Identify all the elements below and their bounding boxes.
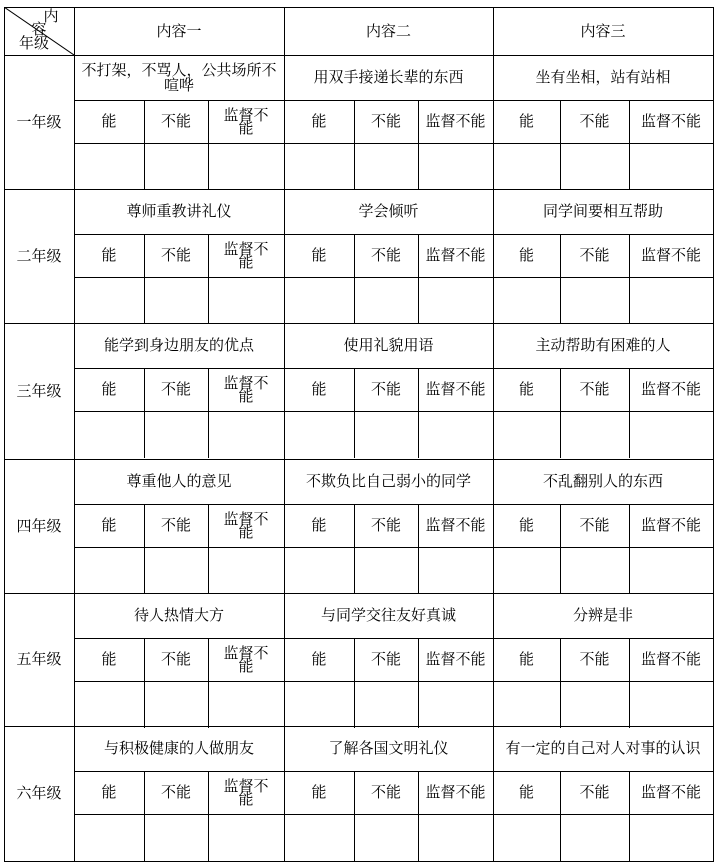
behavior-item: 有一定的自己对人对事的认识 bbox=[505, 739, 701, 757]
behavior-item: 同学间要相互帮助 bbox=[542, 202, 663, 220]
option-supervise: 监督不能 bbox=[223, 105, 269, 137]
option-can: 能 bbox=[101, 246, 117, 264]
behavior-item: 坐有坐相，站有站相 bbox=[535, 68, 671, 86]
grid-line bbox=[4, 861, 714, 862]
option-supervise: 监督不能 bbox=[640, 516, 701, 534]
option-can: 能 bbox=[518, 112, 534, 130]
option-cannot: 不能 bbox=[160, 783, 191, 801]
grade-label: 二年级 bbox=[16, 246, 62, 265]
option-supervise: 监督不能 bbox=[425, 516, 486, 534]
grade-label: 三年级 bbox=[16, 381, 62, 400]
option-can: 能 bbox=[518, 246, 534, 264]
option-cannot: 不能 bbox=[579, 246, 610, 264]
behavior-item: 待人热情大方 bbox=[133, 606, 224, 624]
behavior-item: 尊师重教讲礼仪 bbox=[126, 202, 232, 220]
option-supervise: 监督不能 bbox=[425, 112, 486, 130]
option-cannot: 不能 bbox=[160, 112, 191, 130]
behavior-item: 与同学交往友好真诚 bbox=[320, 606, 456, 624]
option-can: 能 bbox=[101, 112, 117, 130]
option-cannot: 不能 bbox=[160, 650, 191, 668]
option-cannot: 不能 bbox=[160, 516, 191, 534]
option-cannot: 不能 bbox=[579, 516, 610, 534]
behavior-item: 能学到身边朋友的优点 bbox=[103, 336, 254, 354]
option-supervise: 监督不能 bbox=[640, 650, 701, 668]
option-cannot: 不能 bbox=[579, 783, 610, 801]
option-can: 能 bbox=[518, 650, 534, 668]
behavior-item: 主动帮助有困难的人 bbox=[535, 336, 671, 354]
behavior-item: 用双手接递长辈的东西 bbox=[313, 68, 464, 86]
option-cannot: 不能 bbox=[160, 380, 191, 398]
option-can: 能 bbox=[101, 516, 117, 534]
option-supervise: 监督不能 bbox=[223, 509, 269, 541]
option-can: 能 bbox=[101, 380, 117, 398]
grid-line bbox=[713, 7, 714, 862]
option-supervise: 监督不能 bbox=[425, 650, 486, 668]
option-cannot: 不能 bbox=[579, 380, 610, 398]
behavior-item: 与积极健康的人做朋友 bbox=[103, 739, 254, 757]
behavior-item: 不打架，不骂人，公共场所不喧哗 bbox=[81, 60, 277, 94]
grade-label: 四年级 bbox=[16, 516, 62, 535]
behavior-item: 不欺负比自己弱小的同学 bbox=[305, 472, 471, 490]
option-cannot: 不能 bbox=[370, 516, 401, 534]
option-can: 能 bbox=[311, 516, 327, 534]
grade-label: 五年级 bbox=[16, 650, 62, 668]
option-supervise: 监督不能 bbox=[223, 239, 269, 271]
header-content-2: 内容二 bbox=[365, 21, 411, 40]
option-supervise: 监督不能 bbox=[425, 246, 486, 264]
option-can: 能 bbox=[311, 246, 327, 264]
option-can: 能 bbox=[518, 783, 534, 801]
option-supervise: 监督不能 bbox=[640, 783, 701, 801]
option-supervise: 监督不能 bbox=[640, 246, 701, 264]
option-supervise: 监督不能 bbox=[223, 776, 269, 808]
grid-line bbox=[74, 681, 714, 682]
grid-line bbox=[74, 277, 714, 278]
option-can: 能 bbox=[101, 650, 117, 668]
header-content-1: 内容一 bbox=[156, 21, 202, 40]
option-can: 能 bbox=[518, 516, 534, 534]
option-supervise: 监督不能 bbox=[425, 783, 486, 801]
behavior-item: 了解各国文明礼仪 bbox=[328, 739, 449, 757]
option-can: 能 bbox=[311, 650, 327, 668]
option-can: 能 bbox=[311, 380, 327, 398]
grade-label: 六年级 bbox=[16, 784, 62, 802]
grade-label: 一年级 bbox=[16, 112, 62, 131]
corner-label-middle: 容 bbox=[31, 19, 47, 38]
grid-line bbox=[74, 814, 714, 815]
corner-label-bottom: 年级 bbox=[18, 33, 49, 52]
option-can: 能 bbox=[311, 112, 327, 130]
option-cannot: 不能 bbox=[370, 112, 401, 130]
grid-line bbox=[74, 143, 714, 144]
option-cannot: 不能 bbox=[370, 783, 401, 801]
behavior-item: 学会倾听 bbox=[358, 202, 419, 220]
option-supervise: 监督不能 bbox=[425, 380, 486, 398]
behavior-item: 尊重他人的意见 bbox=[126, 472, 232, 490]
option-cannot: 不能 bbox=[370, 650, 401, 668]
behavior-item: 使用礼貌用语 bbox=[343, 336, 434, 354]
corner-label-top: 内 bbox=[43, 6, 59, 25]
option-cannot: 不能 bbox=[160, 246, 191, 264]
option-cannot: 不能 bbox=[579, 112, 610, 130]
option-supervise: 监督不能 bbox=[223, 643, 269, 675]
option-can: 能 bbox=[101, 783, 117, 801]
header-content-3: 内容三 bbox=[580, 21, 626, 40]
option-cannot: 不能 bbox=[579, 650, 610, 668]
behavior-item: 不乱翻别人的东西 bbox=[542, 472, 663, 490]
option-supervise: 监督不能 bbox=[640, 380, 701, 398]
option-can: 能 bbox=[518, 380, 534, 398]
grid-line bbox=[74, 411, 714, 412]
behavior-item: 分辨是非 bbox=[572, 606, 633, 624]
option-can: 能 bbox=[311, 783, 327, 801]
grid-line bbox=[74, 547, 714, 548]
option-supervise: 监督不能 bbox=[223, 373, 269, 405]
option-supervise: 监督不能 bbox=[640, 112, 701, 130]
option-cannot: 不能 bbox=[370, 380, 401, 398]
evaluation-table bbox=[4, 7, 714, 862]
option-cannot: 不能 bbox=[370, 246, 401, 264]
